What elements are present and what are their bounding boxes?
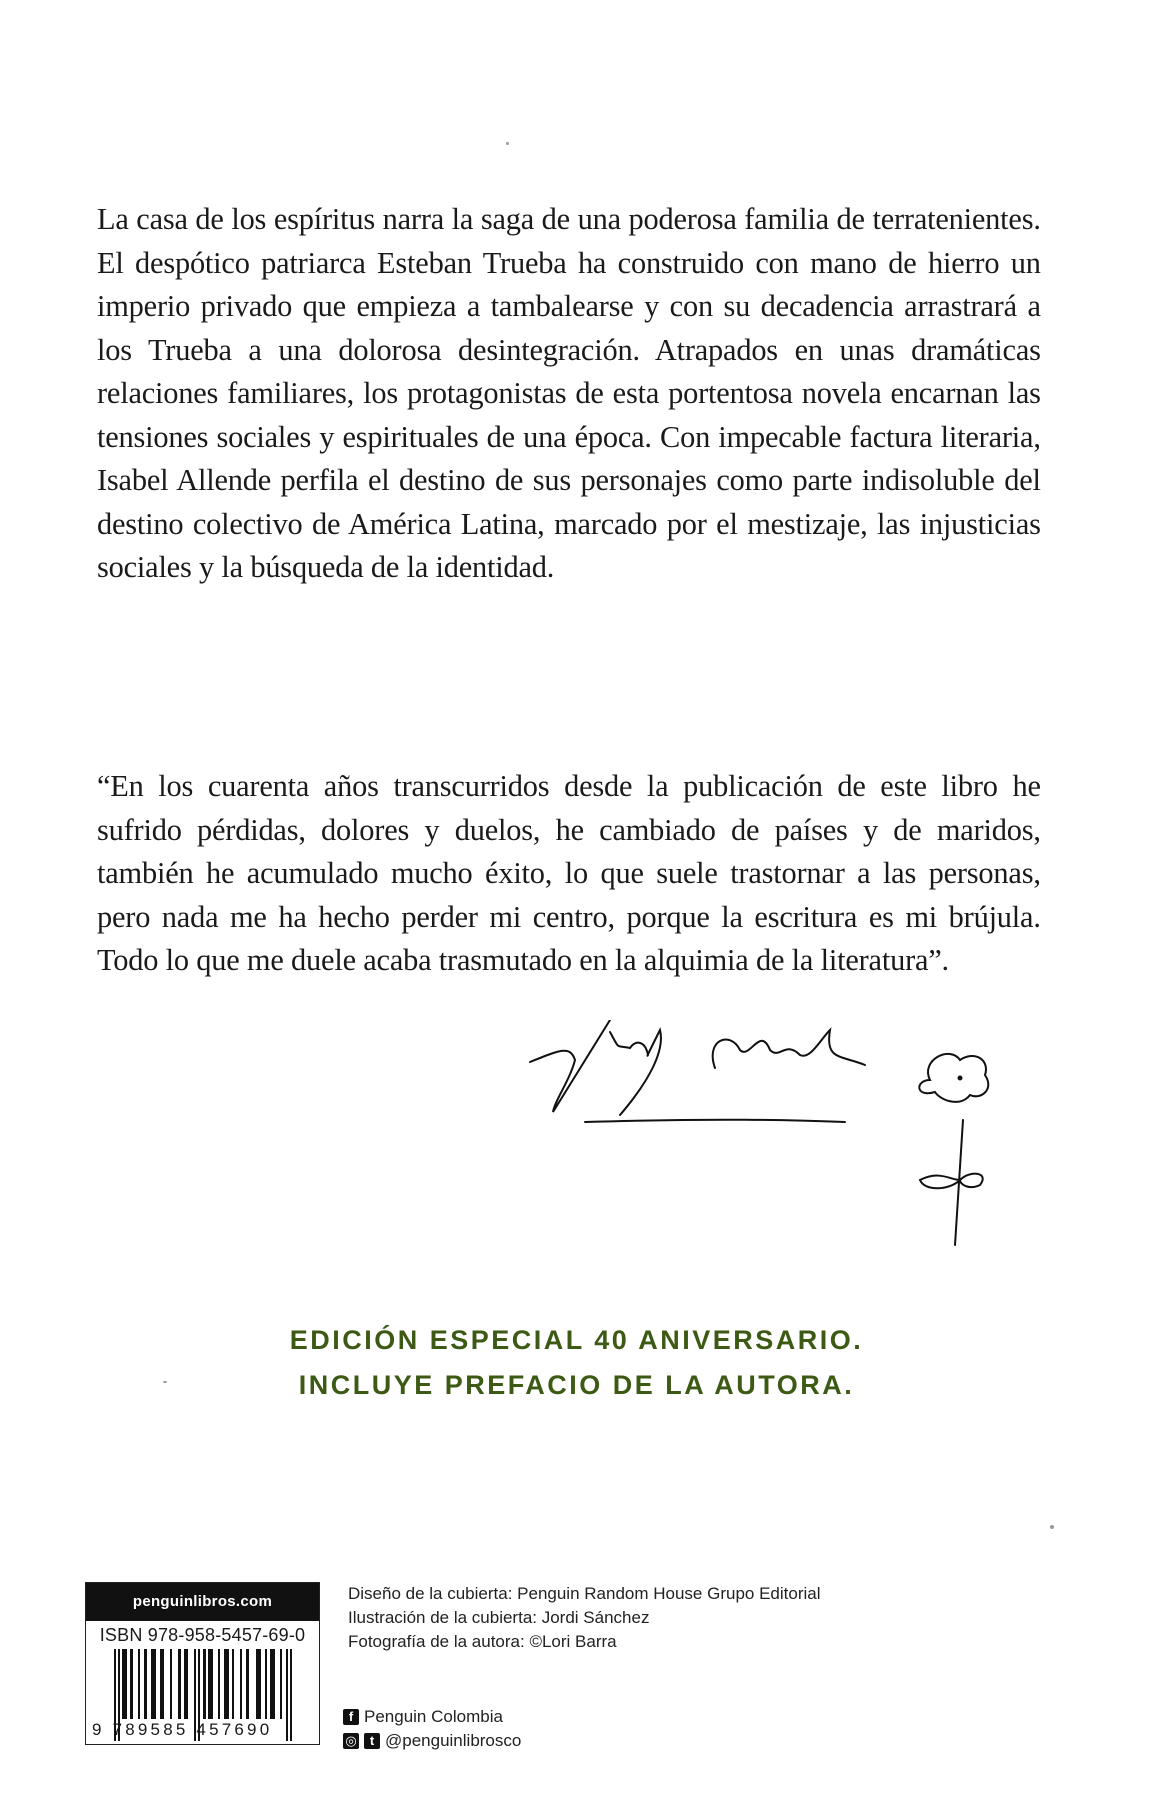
isbn-barcode-box — [85, 1582, 320, 1745]
twitter-icon: t — [364, 1733, 380, 1749]
scan-speck — [506, 142, 509, 145]
credit-design: Diseño de la cubierta: Penguin Random House Grupo Editorial — [348, 1584, 821, 1603]
scan-speck — [163, 1381, 167, 1383]
barcode-digits: 9 789585 457690 — [92, 1720, 273, 1739]
edition-banner — [0, 1318, 1153, 1408]
flower-doodle-icon — [919, 1054, 988, 1245]
instagram-icon: ◎ — [343, 1733, 359, 1749]
facebook-icon: f — [343, 1709, 359, 1725]
isbn-number: ISBN 978-958-5457-69-0 — [99, 1625, 306, 1645]
social-handle: @penguinlibrosco — [385, 1731, 522, 1750]
author-quote: “En los cuarenta años transcurridos desde la publicación de este libro he sufrido pérdidas, dolores y duelos, he cambiado de países y de maridos, también he acumulado mucho éxito, lo que suele trastornar a las personas, pero nada me ha hecho perder mi centro, porque la escritura es mi brújula. Todo lo que me duele acaba trasmutado en la alquimia de la literatura”. — [97, 768, 1041, 977]
credit-photo: Fotografía de la autora: ©Lori Barra — [348, 1632, 617, 1651]
edition-line-2: INCLUYE PREFACIO DE LA AUTORA. — [298, 1370, 855, 1400]
author-signature — [520, 1020, 1100, 1290]
facebook-page: Penguin Colombia — [364, 1707, 503, 1726]
credit-illustration: Ilustración de la cubierta: Jordi Sánchez — [348, 1608, 650, 1627]
social-links — [343, 1705, 521, 1753]
publisher-website: penguinlibros.com — [86, 1583, 319, 1621]
edition-line-1: EDICIÓN ESPECIAL 40 ANIVERSARIO. — [289, 1325, 864, 1355]
scan-speck — [1050, 1525, 1054, 1529]
synopsis-paragraph: La casa de los espíritus narra la saga de una poderosa familia de terratenientes. El despótico patriarca Esteban Trueba ha construido con mano de hierro un imperio privado que empieza a tambalearse y con su decadencia arrastrará a los Trueba a una dolorosa desintegración. Atrapados en unas dramáticas relaciones familiares, los protagonistas de esta portentosa novela encarnan las tensiones sociales y espirituales de una época. Con impecable factura literaria, Isabel Allende perfila el destino de sus personajes como parte indisoluble del destino colectivo de América Latina, marcado por el mestizaje, las injusticias sociales y la búsqueda de la identidad. — [97, 201, 1041, 584]
cover-credits — [348, 1582, 821, 1654]
